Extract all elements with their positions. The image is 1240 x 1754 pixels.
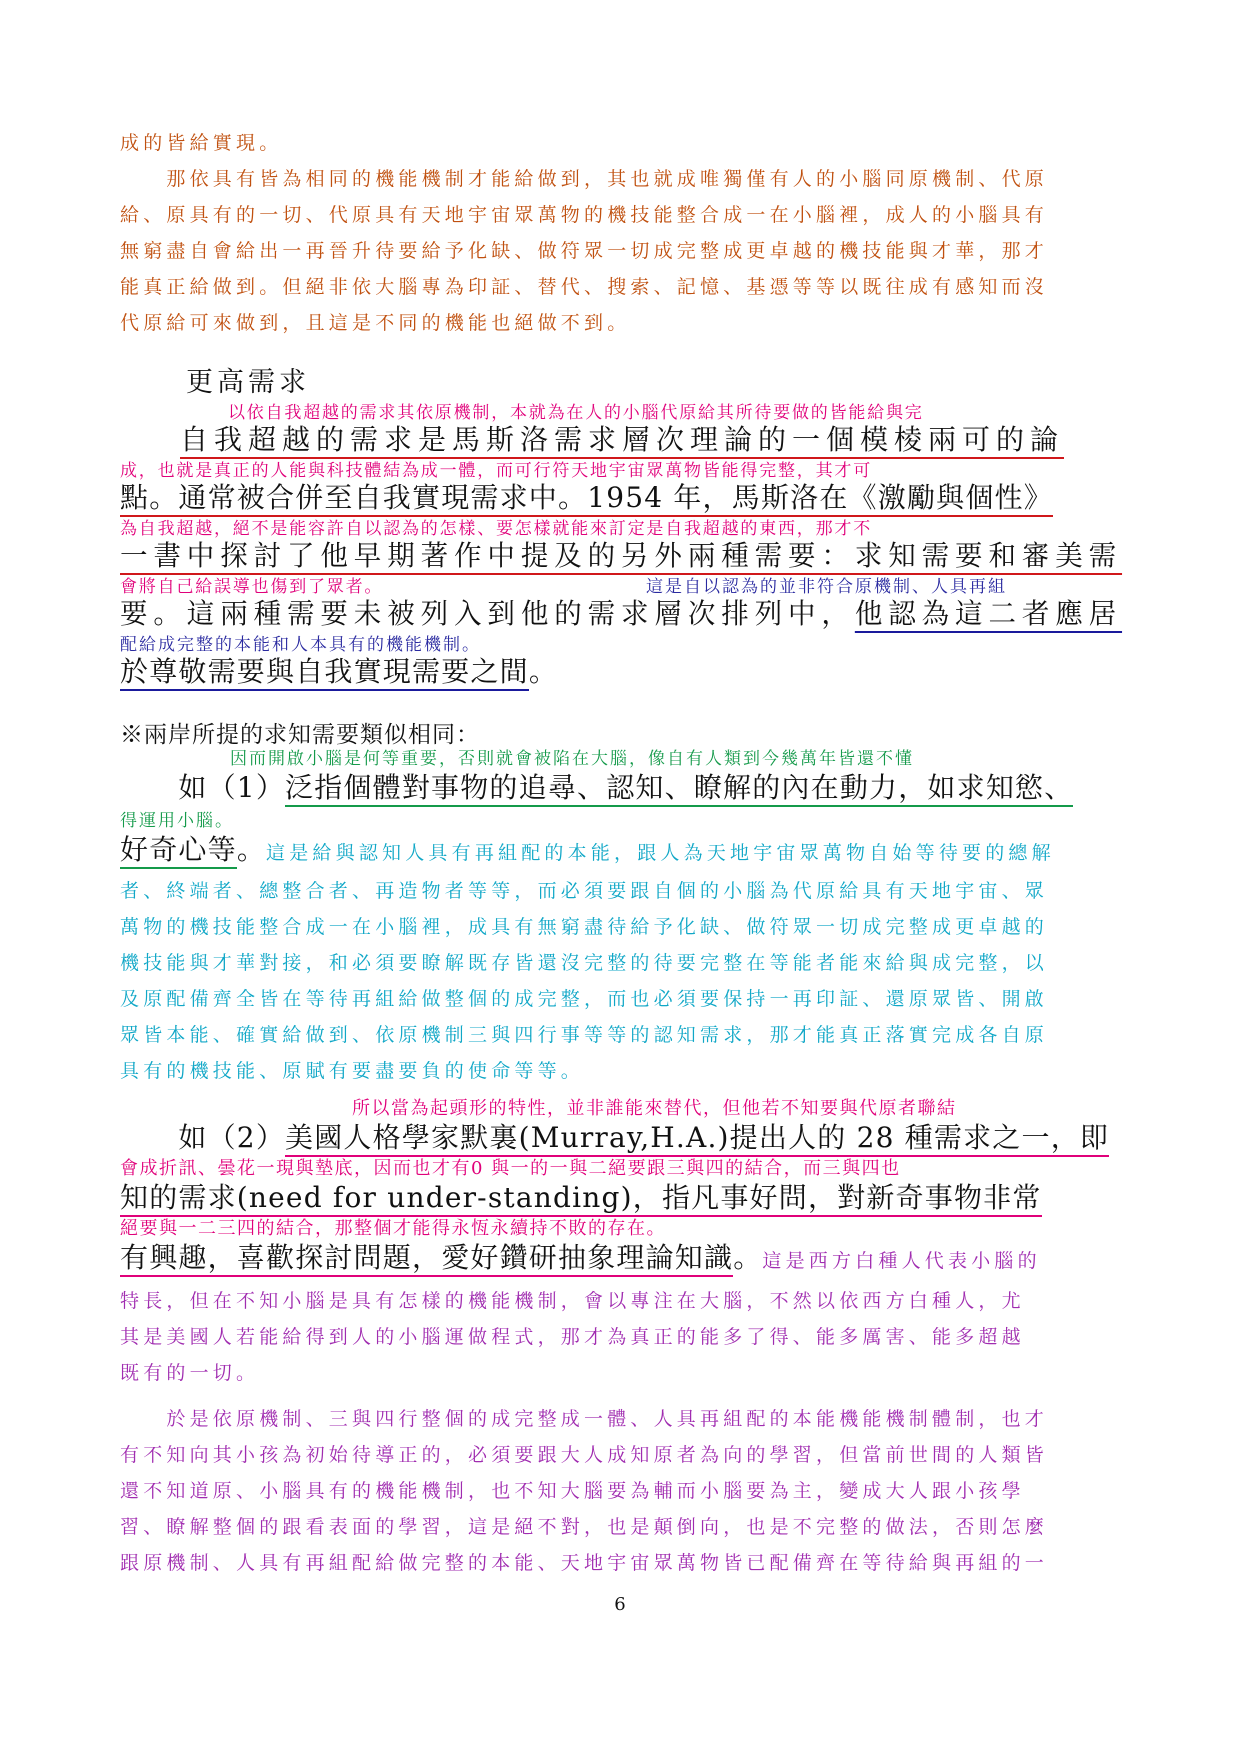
commentary-line: 特長，但在不知小腦是具有怎樣的機能機制，會以專注在大腦，不然以依西方白種人，尤 <box>120 1290 1025 1312</box>
quote-line <box>120 534 1122 574</box>
quote-text-underlined: 知的需求(need for under-standing)，指凡事好問，對新奇事物非常 <box>120 1181 1042 1217</box>
commentary-text: 這是給與認知人具有再組配的本能，跟人為天地宇宙眾萬物自始等待要的總解 <box>266 842 1055 864</box>
annotation-line: 這是自以認為的並非符合原機制、人具再組 <box>646 577 1007 597</box>
annotation-line: 以依自我超越的需求其依原機制，本就為在人的小腦代原給其所待要做的皆能給與完 <box>228 403 924 423</box>
annotation-line: 為自我超越，絕不是能容許自以認為的怎樣、要怎樣就能來訂定是自我超越的東西，那才不 <box>120 519 872 539</box>
quote-text-underlined: 美國人格學家默裏(Murray,H.A.)提出人的 28 種需求之一，即 <box>285 1121 1109 1157</box>
quote-text: 。 <box>733 1241 763 1274</box>
commentary-line: 及原配備齊全皆在等待再組給做整個的成完整，而也必須要保持一再印証、還原眾皆、開啟 <box>120 988 1049 1010</box>
intro-line: 成的皆給實現。 <box>120 132 283 154</box>
annotation-line: 得運用小腦。 <box>120 811 234 831</box>
body-line: 還不知道原、小腦具有的機能機制，也不知大腦要為輔而小腦要為主，變成大人跟小孩學 <box>120 1480 1025 1502</box>
quote-text-underlined: 於尊敬需要與自我實現需要之間 <box>120 655 529 691</box>
body-line: 跟原機制、人具有再組配給做完整的本能、天地宇宙眾萬物皆已配備齊在等待給與再組的一 <box>120 1552 1049 1574</box>
quote-line <box>120 1116 1109 1156</box>
annotation-line: 會將自己給誤導也傷到了眾者。 <box>120 577 384 597</box>
quote-text: 如（1） <box>120 771 286 804</box>
commentary-line: 機技能與才華對接，和必須要瞭解既存皆還沒完整的待要完整在等能者能來給與成完整，以 <box>120 952 1049 974</box>
intro-line: 能真正給做到。但絕非依大腦專為印証、替代、搜索、記憶、基憑等等以既往成有感知而沒 <box>120 276 1049 298</box>
intro-line: 代原給可來做到，且這是不同的機能也絕做不到。 <box>120 312 631 334</box>
body-line: 有不知向其小孩為初始待導正的，必須要跟大人成知原者為向的學習，但當前世間的人類皆 <box>120 1444 1049 1466</box>
annotation-line: 所以當為起頭形的特性，並非誰能來替代，但他若不知要與代原者聯結 <box>352 1098 957 1119</box>
quote-line <box>120 476 1053 516</box>
commentary-line: 其是美國人若能給得到人的小腦運做程式，那才為真正的能多了得、能多厲害、能多超越 <box>120 1326 1025 1348</box>
quote-text-underlined: 有興趣，喜歡探討問題，愛好鑽研抽象理論知識 <box>120 1241 733 1277</box>
quote-text: 。 <box>236 833 267 866</box>
annotation-line: 因而開啟小腦是何等重要，否則就會被陷在大腦，像自有人類到今幾萬年皆還不懂 <box>230 749 914 769</box>
annotation-line: 配給成完整的本能和人本具有的機能機制。 <box>120 635 481 655</box>
commentary-line: 萬物的機技能整合成一在小腦裡，成具有無窮盡待給予化缺、做符眾一切成完整成更卓越的 <box>120 916 1049 938</box>
quote-line <box>120 592 1122 632</box>
body-line: 習、瞭解整個的跟看表面的學習，這是絕不對，也是顛倒向，也是不完整的做法，否則怎麼 <box>120 1516 1049 1538</box>
intro-line: 無窮盡自會給出一再晉升待要給予化缺、做符眾一切成完整成更卓越的機技能與才華，那才 <box>120 240 1049 262</box>
commentary-line: 者、終端者、總整合者、再造物者等等，而必須要跟自個的小腦為代原給具有天地宇宙、眾 <box>120 880 1049 902</box>
quote-text: 點。通常被合併至自我實現需求中。1954 年，馬斯洛在《激勵與個性》 <box>120 481 1053 517</box>
quote-text-underlined: 泛指個體對事物的追尋、認知、瞭解的內在動力，如求知慾、 <box>285 771 1073 807</box>
quote-line <box>120 766 1073 806</box>
quote-text-underlined: 好奇心等 <box>120 833 237 869</box>
commentary-text: 這是西方白種人代表小腦的 <box>762 1250 1041 1272</box>
commentary-line: 既有的一切。 <box>120 1362 260 1384</box>
page-number: 6 <box>614 1594 626 1615</box>
intro-line: 給、原具有的一切、代原具有天地宇宙眾萬物的機技能整合成一在小腦裡，成人的小腦具有 <box>120 204 1049 226</box>
quote-text: 要。這兩種需要未被列入到他的需求層次排列中， <box>120 597 855 630</box>
body-line: 於是依原機制、三與四行整個的成完整成一體、人具再組配的本能機能機制體制，也才 <box>120 1408 1049 1430</box>
quote-line <box>180 418 1064 458</box>
section-heading: 更高需求 <box>186 367 310 398</box>
quote-text: 。 <box>528 655 559 688</box>
quote-text-underlined: 他認為這二者應居 <box>855 597 1122 633</box>
commentary-line: 具有的機技能、原賦有要盡要負的使命等等。 <box>120 1060 585 1082</box>
annotation-line: 成，也就是真正的人能與科技體結為成一體，而可行符天地宇宙眾萬物皆能得完整，其才可 <box>120 461 872 481</box>
section-title: ※兩岸所提的求知需要類似相同： <box>120 722 480 748</box>
annotation-line: 絕要與一二三四的結合，那整個才能得永恆永續持不敗的存在。 <box>120 1218 666 1239</box>
quote-text: 自我超越的需求是馬斯洛需求層次理論的一個模棱兩可的論 <box>180 423 1064 459</box>
mixed-line <box>120 828 1055 868</box>
annotation-line: 會成折訊、曇花一現與墊底，因而也才有0 與一的一與二絕要跟三與四的結合，而三與四也 <box>120 1158 901 1179</box>
quote-text: 一書中探討了他早期著作中提及的另外兩種需要：求知需要和審美需 <box>120 539 1122 575</box>
quote-text: 如（2） <box>120 1121 286 1154</box>
intro-line: 那依具有皆為相同的機能機制才能給做到，其也就成唯獨僅有人的小腦同原機制、代原 <box>120 168 1049 190</box>
commentary-line: 眾皆本能、確實給做到、依原機制三與四行事等等的認知需求，那才能真正落實完成各自原 <box>120 1024 1049 1046</box>
quote-line <box>120 1176 1042 1216</box>
quote-line <box>120 650 558 690</box>
mixed-line <box>120 1236 1041 1276</box>
